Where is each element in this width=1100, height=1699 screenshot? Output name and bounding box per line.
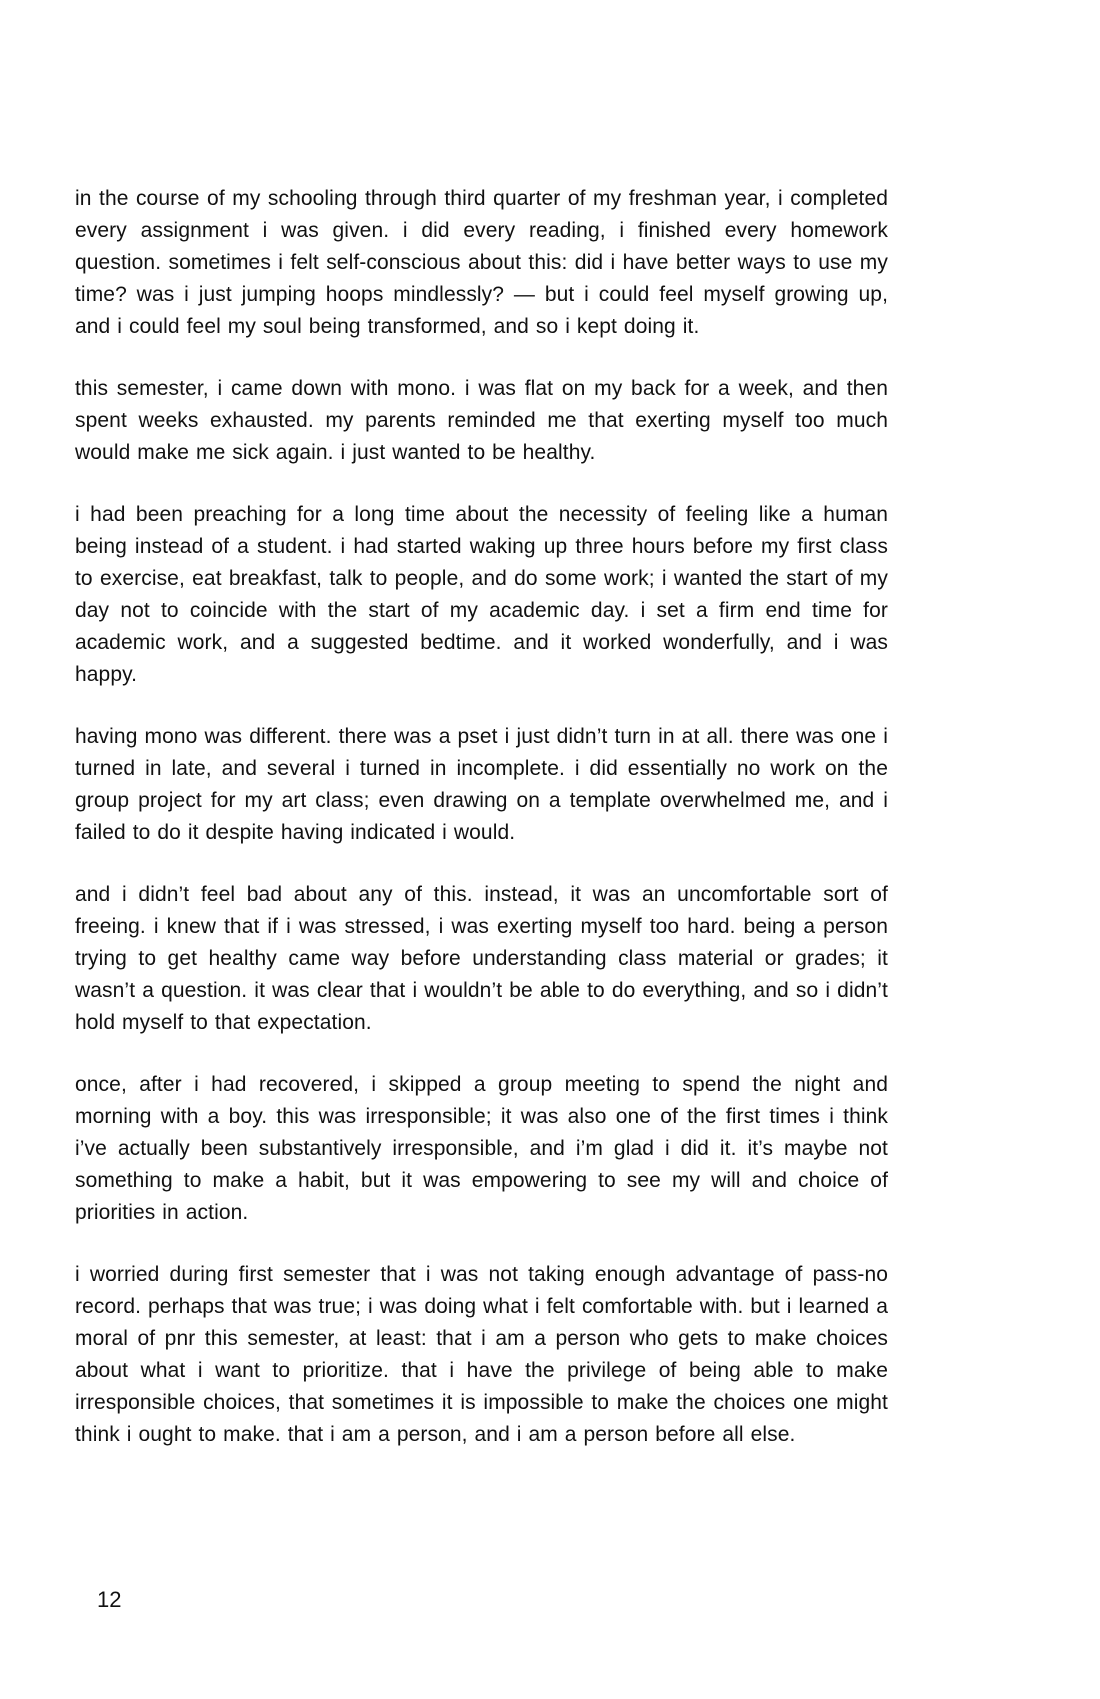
essay-text-block xyxy=(75,183,888,1481)
paragraph: this semester, i came down with mono. i was flat on my back for a week, and then spent weeks exhausted. my parents reminded me that exerting myself too much would make me sick again. i just wanted to be healthy. xyxy=(75,377,888,464)
page-footer xyxy=(97,1586,121,1614)
paragraph: having mono was different. there was a pset i just didn’t turn in at all. there was one i turned in late, and several i turned in incomplete. i did essentially no work on the group project for my art class; even drawing on a template overwhelmed me, and i failed to do it despite having indicated i would. xyxy=(75,725,888,844)
paragraph: i had been preaching for a long time about the necessity of feeling like a human being instead of a student. i had started waking up three hours before my first class to exercise, eat breakfast, talk to people, and do some work; i wanted the start of my day not to coincide with the start of my academic day. i set a firm end time for academic work, and a suggested bedtime. and it worked wonderfully, and i was happy. xyxy=(75,503,888,686)
paragraph: in the course of my schooling through third quarter of my freshman year, i completed every assignment i was given. i did every reading, i finished every homework question. sometimes i felt self-conscious about this: did i have better ways to use my time? was i just jumping hoops mindlessly? — but i could feel myself growing up, and i could feel my soul being transformed, and so i kept doing it. xyxy=(75,187,888,338)
paragraph: i worried during first semester that i was not taking enough advantage of pass-no record. perhaps that was true; i was doing what i felt comfortable with. but i learned a moral of pnr this semester, at least: that i am a person who gets to make choices about what i want to prioritize. that i have the privilege of being able to make irresponsible choices, that sometimes it is impossible to make the choices one might think i ought to make. that i am a person, and i am a person before all else. xyxy=(75,1263,888,1446)
page-number: 12 xyxy=(97,1587,122,1612)
paragraph: once, after i had recovered, i skipped a group meeting to spend the night and morning with a boy. this was irresponsible; it was also one of the first times i think i’ve actually been substantively irresponsible, and i’m glad i did it. it’s maybe not something to make a habit, but it was empowering to see my will and choice of priorities in action. xyxy=(75,1073,888,1224)
paragraph: and i didn’t feel bad about any of this. instead, it was an uncomfortable sort of freeing. i knew that if i was stressed, i was exerting myself too hard. being a person trying to get healthy came way before understanding class material or grades; it wasn’t a question. it was clear that i wouldn’t be able to do everything, and so i didn’t hold myself to that expectation. xyxy=(75,883,888,1034)
